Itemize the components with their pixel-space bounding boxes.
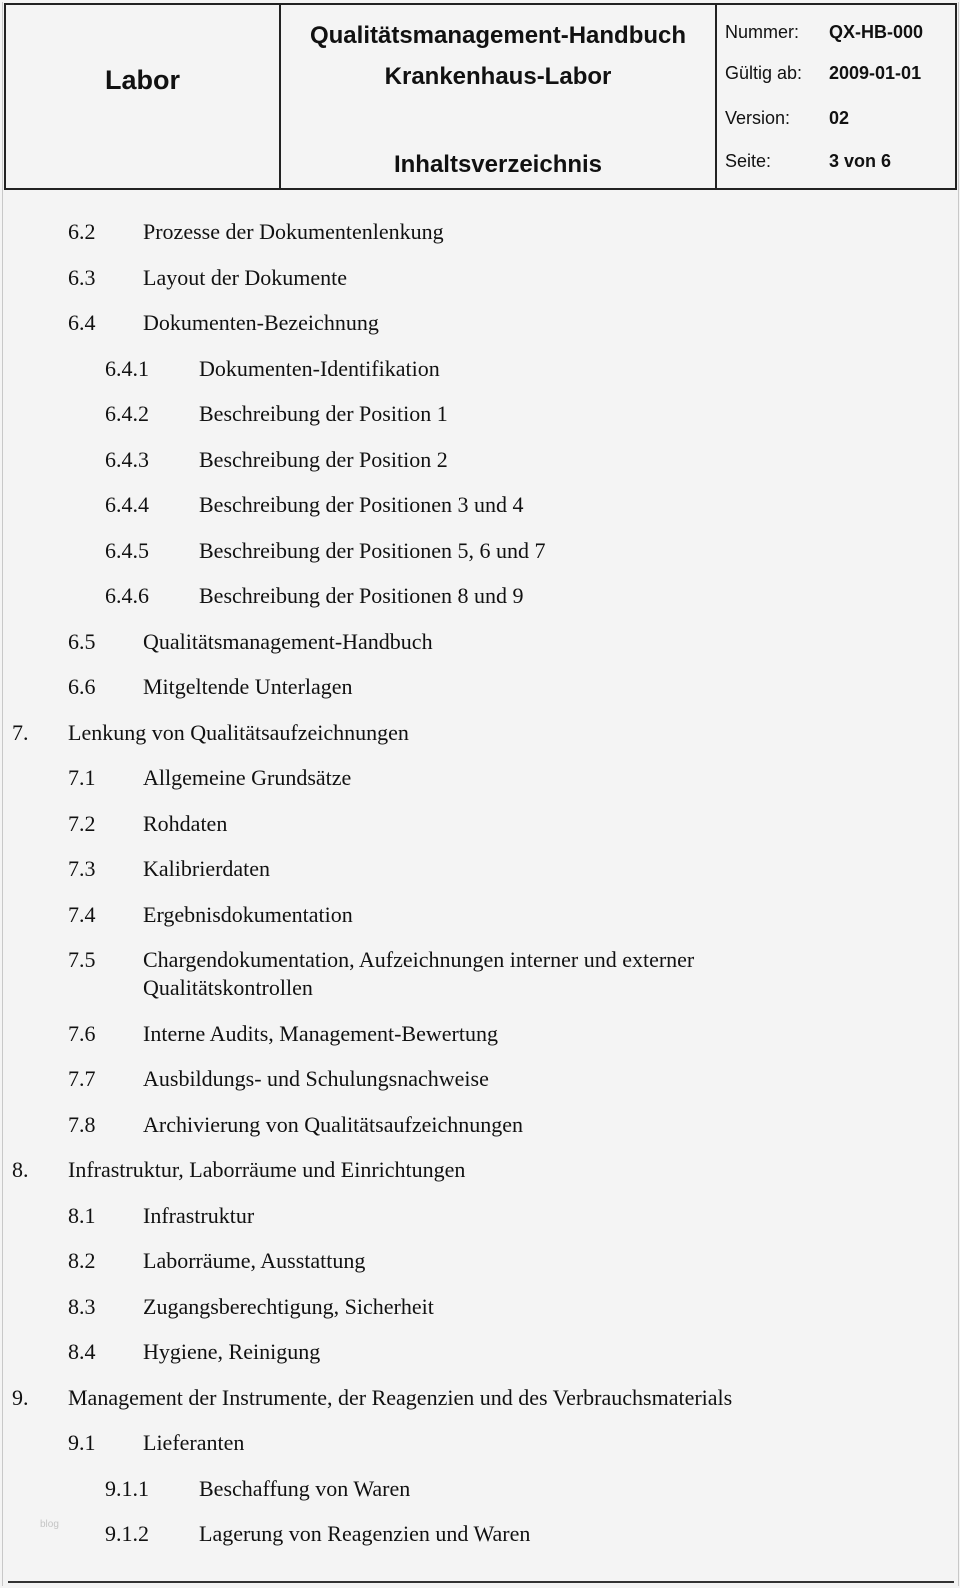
meta-value: QX-HB-000	[829, 22, 924, 42]
toc-entry-title: Qualitätsmanagement-Handbuch	[143, 629, 433, 654]
toc-entry-number: 7.8	[68, 1112, 96, 1137]
toc-entry-title: Beschreibung der Positionen 8 und 9	[199, 583, 524, 608]
meta-valid-from	[725, 63, 921, 84]
header-meta-cell	[717, 5, 955, 188]
toc-entry-title: Beschreibung der Position 2	[199, 447, 448, 472]
toc-entry[interactable]	[68, 810, 940, 838]
header-title-cell	[281, 5, 717, 188]
toc-entry[interactable]	[68, 764, 940, 792]
toc-entry-title: Laborräume, Ausstattung	[143, 1248, 366, 1273]
toc-entry-number: 7.	[12, 720, 29, 745]
toc-entry[interactable]	[68, 946, 940, 1004]
toc-entry-number: 9.1	[68, 1430, 96, 1455]
toc-entry[interactable]	[68, 1065, 940, 1093]
meta-key: Gültig ab:	[725, 63, 803, 83]
bottom-rule	[8, 1581, 954, 1583]
toc-entry-number: 6.4.6	[105, 583, 149, 608]
watermark: blog	[40, 1519, 59, 1530]
header-lab-cell	[6, 5, 281, 188]
meta-value: 2009-01-01	[829, 63, 922, 83]
document-subtitle: Krankenhaus-Labor	[384, 63, 612, 90]
section-title: Inhaltsverzeichnis	[393, 151, 603, 178]
meta-key: Version:	[725, 108, 791, 128]
toc-entry-number: 6.4.3	[105, 447, 149, 472]
toc-entry-number: 8.4	[68, 1339, 96, 1364]
document-header	[4, 3, 957, 190]
toc-entry[interactable]	[105, 1475, 940, 1503]
toc-entry-title: Mitgeltende Unterlagen	[143, 674, 353, 699]
toc-entry-title: Ergebnisdokumentation	[143, 902, 353, 927]
toc-entry[interactable]	[68, 901, 940, 929]
toc-entry-number: 6.2	[68, 219, 96, 244]
toc-entry-title: Interne Audits, Management-Bewertung	[143, 1021, 498, 1046]
toc-entry-number: 6.5	[68, 629, 96, 654]
toc-entry-number: 6.3	[68, 265, 96, 290]
toc-entry-title: Archivierung von Qualitätsaufzeichnungen	[143, 1112, 523, 1137]
meta-number	[725, 22, 923, 43]
toc-entry-title: Beschaffung von Waren	[199, 1476, 411, 1501]
toc-entry[interactable]	[68, 1020, 940, 1048]
toc-entry[interactable]	[105, 491, 940, 519]
toc-entry-title: Beschreibung der Positionen 3 und 4	[199, 492, 524, 517]
toc-entry[interactable]	[68, 309, 940, 337]
toc-entry[interactable]	[105, 537, 940, 565]
toc-entry-title: Infrastruktur	[143, 1203, 255, 1228]
toc-entry-number: 7.7	[68, 1066, 96, 1091]
toc-entry[interactable]	[68, 855, 940, 883]
toc-entry-title: Kalibrierdaten	[143, 856, 271, 881]
toc-entry-number: 9.	[12, 1385, 29, 1410]
meta-version	[725, 108, 849, 129]
toc-entry[interactable]	[12, 719, 940, 747]
toc-entry-title: Dokumenten-Identifikation	[199, 356, 440, 381]
toc-entry-number: 6.4.5	[105, 538, 149, 563]
toc-entry[interactable]	[68, 628, 940, 656]
document-title: Qualitätsmanagement-Handbuch	[309, 22, 687, 49]
toc-entry[interactable]	[68, 1111, 940, 1139]
toc-entry-number: 7.1	[68, 765, 96, 790]
toc-entry[interactable]	[12, 1156, 940, 1184]
toc-entry-number: 8.3	[68, 1294, 96, 1319]
toc-entry[interactable]	[68, 218, 940, 246]
toc-entry-title: Rohdaten	[143, 811, 228, 836]
toc-entry[interactable]	[68, 1202, 940, 1230]
toc-entry[interactable]	[68, 1247, 940, 1275]
toc-entry-number: 7.6	[68, 1021, 96, 1046]
toc-entry-title: Lagerung von Reagenzien und Waren	[199, 1521, 531, 1546]
toc-entry[interactable]	[105, 400, 940, 428]
toc-entry-number: 9.1.1	[105, 1476, 149, 1501]
toc-entry-title: Ausbildungs- und Schulungsnachweise	[143, 1066, 489, 1091]
toc-entry-title: Lenkung von Qualitätsaufzeichnungen	[68, 720, 409, 745]
toc-entry-number: 6.4.2	[105, 401, 149, 426]
toc-entry-number: 8.1	[68, 1203, 96, 1228]
toc-entry[interactable]	[68, 673, 940, 701]
toc-entry-number: 6.4.1	[105, 356, 149, 381]
toc-entry[interactable]	[105, 582, 940, 610]
meta-key: Nummer:	[725, 22, 800, 42]
toc-entry-number: 7.4	[68, 902, 96, 927]
toc-entry-title: Beschreibung der Position 1	[199, 401, 448, 426]
toc-entry[interactable]	[105, 1520, 940, 1548]
toc-entry-title: Zugangsberechtigung, Sicherheit	[143, 1294, 434, 1319]
toc-entry[interactable]	[68, 1429, 940, 1457]
toc-entry-title: Lieferanten	[143, 1430, 245, 1455]
toc-entry-number: 7.3	[68, 856, 96, 881]
toc-entry-title: Hygiene, Reinigung	[143, 1339, 321, 1364]
meta-value: 3 von 6	[829, 151, 892, 171]
meta-value: 02	[829, 108, 850, 128]
toc-entry-number: 9.1.2	[105, 1521, 149, 1546]
toc-entry-title: Chargendokumentation, Aufzeichnungen interner und externer	[143, 947, 695, 972]
lab-name: Labor	[104, 65, 180, 95]
toc-entry-number: 7.5	[68, 947, 96, 972]
toc-entry[interactable]	[105, 446, 940, 474]
toc-entry-number: 6.4.4	[105, 492, 149, 517]
toc-entry-title-continued: Qualitätskontrollen	[143, 975, 313, 1000]
toc-entry-title: Beschreibung der Positionen 5, 6 und 7	[199, 538, 546, 563]
toc-entry[interactable]	[12, 1384, 940, 1412]
toc-entry-title: Dokumenten-Bezeichnung	[143, 310, 379, 335]
toc-entry-title: Infrastruktur, Laborräume und Einrichtungen	[68, 1157, 466, 1182]
meta-key: Seite:	[725, 151, 772, 171]
toc-entry[interactable]	[105, 355, 940, 383]
toc-entry-number: 7.2	[68, 811, 96, 836]
toc-entry-title: Allgemeine Grundsätze	[143, 765, 352, 790]
toc-entry-title: Prozesse der Dokumentenlenkung	[143, 219, 444, 244]
toc-entry[interactable]	[68, 1293, 940, 1321]
toc-entry[interactable]	[68, 264, 940, 292]
toc-entry[interactable]	[68, 1338, 940, 1366]
meta-page	[725, 151, 891, 172]
toc-entry-title: Management der Instrumente, der Reagenzien und des Verbrauchsmaterials	[68, 1385, 733, 1410]
toc-entry-number: 8.2	[68, 1248, 96, 1273]
toc-entry-title: Layout der Dokumente	[143, 265, 348, 290]
toc-entry-number: 8.	[12, 1157, 29, 1182]
toc-entry-number: 6.6	[68, 674, 96, 699]
toc-entry-number: 6.4	[68, 310, 96, 335]
